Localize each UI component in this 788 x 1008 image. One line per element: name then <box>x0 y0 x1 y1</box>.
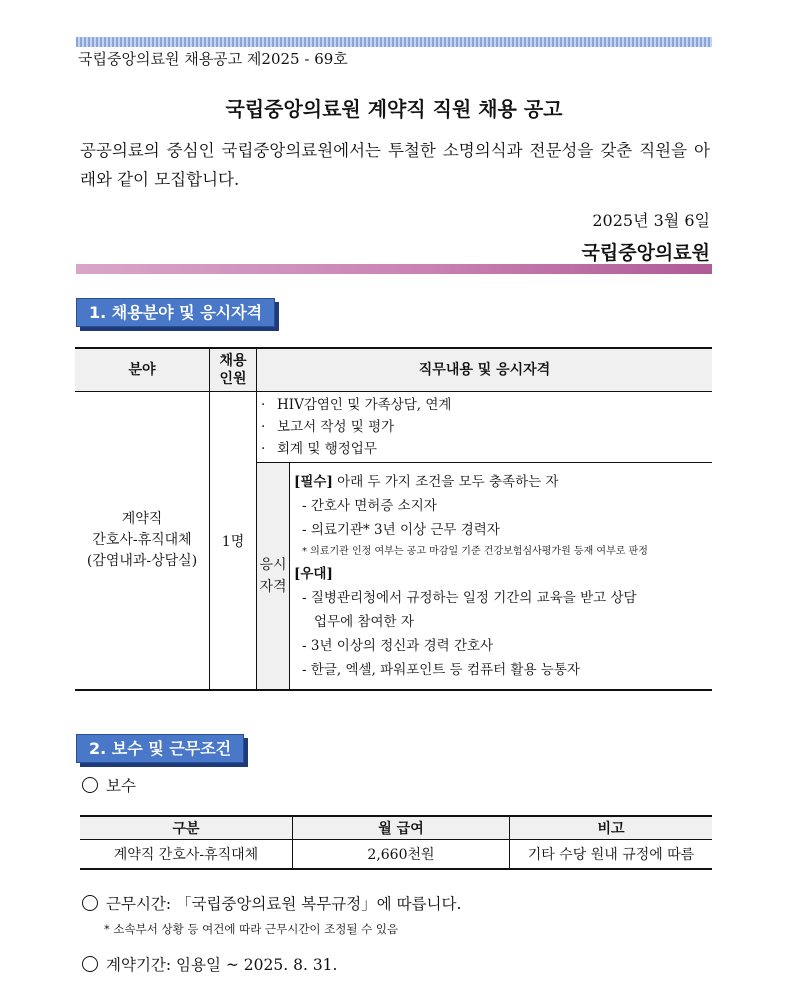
pink-divider-bar <box>76 264 712 274</box>
recruitment-table <box>75 347 712 691</box>
required-item-1: - 간호사 면허증 소지자 <box>302 498 437 514</box>
pay-col-type-header: 구분 <box>80 816 293 840</box>
required-tag: [필수] <box>294 474 333 490</box>
pay-remark-cell: 기타 수당 원내 규정에 따름 <box>510 840 713 870</box>
intro-paragraph: 공공의료의 중심인 국립중앙의료원에서는 투철한 소명의식과 전문성을 갖춘 직원을 아래와 같이 모집합니다. <box>80 141 710 189</box>
field-cell <box>75 392 210 691</box>
period-line <box>82 953 337 975</box>
col-duties-header: 직무내용 및 응시자격 <box>257 348 713 392</box>
table-row <box>80 840 712 870</box>
section1-heading: 1. 채용분야 및 응시자격 <box>76 298 275 327</box>
required-text: 아래 두 가지 조건을 모두 충족하는 자 <box>332 474 559 490</box>
organization-name: 국립중앙의료원 <box>581 242 710 264</box>
preferred-item-1b: 업무에 참여한 자 <box>314 614 414 630</box>
list-item <box>261 394 708 416</box>
preferred-item-1a: - 질병관리청에서 규정하는 일정 기간의 교육을 받고 상담 <box>302 590 637 606</box>
period-text: 계약기간: 임용일 ~ 2025. 8. 31. <box>106 956 338 974</box>
hours-line <box>82 892 461 914</box>
field-line2: 간호사-휴직대체 <box>92 532 192 548</box>
pay-table <box>80 815 712 870</box>
circle-bullet-icon <box>82 895 98 911</box>
field-line1: 계약직 <box>121 511 163 527</box>
page-title: 국립중앙의료원 계약직 직원 채용 공고 <box>225 97 563 121</box>
notice-number: 국립중앙의료원 채용공고 제2025 - 69호 <box>78 50 348 68</box>
duty-text: 보고서 작성 및 평가 <box>277 419 395 435</box>
col-field-header: 분야 <box>75 348 210 392</box>
duty-text: 회계 및 행정업무 <box>277 441 377 457</box>
section2-heading: 2. 보수 및 근무조건 <box>76 734 244 763</box>
preferred-item-3: - 한글, 엑셀, 파워포인트 등 컴퓨터 활용 능통자 <box>302 662 580 678</box>
preferred-tag: [우대] <box>294 566 333 582</box>
pay-col-monthly-header: 월 급여 <box>293 816 510 840</box>
duties-cell <box>257 392 713 463</box>
col-count-header-line2: 인원 <box>219 371 247 387</box>
qual-label-line2: 자격 <box>259 579 287 595</box>
list-item <box>261 416 708 438</box>
qualification-cell <box>290 463 713 691</box>
qual-label-line1: 응시 <box>259 557 287 573</box>
required-note: * 의료기관 인정 여부는 공고 마감일 기준 건강보험심사평가원 등재 여부로 판정 <box>302 546 648 557</box>
count-cell: 1명 <box>210 392 257 691</box>
required-item-2: - 의료기관* 3년 이상 근무 경력자 <box>302 522 500 538</box>
table-header-row <box>80 816 712 840</box>
pay-label: 보수 <box>106 777 136 795</box>
required-line <box>294 470 708 494</box>
duty-bullet: · <box>261 441 266 457</box>
pay-label-line <box>82 774 136 796</box>
duty-text: HIV감염인 및 가족상담, 연계 <box>277 397 452 413</box>
pay-type-cell: 계약직 간호사-휴직대체 <box>80 840 293 870</box>
col-count-header <box>210 348 257 392</box>
circle-bullet-icon <box>82 777 98 793</box>
qualification-label <box>257 463 290 691</box>
preferred-item-2: - 3년 이상의 정신과 경력 간호사 <box>302 638 494 654</box>
duty-bullet: · <box>261 419 266 435</box>
pay-col-remark-header: 비고 <box>510 816 713 840</box>
notice-date: 2025년 3월 6일 <box>592 211 710 230</box>
circle-bullet-icon <box>82 956 98 972</box>
table-row <box>75 392 712 463</box>
col-count-header-line1: 채용 <box>219 353 247 369</box>
pay-monthly-cell: 2,660천원 <box>293 840 510 870</box>
hours-text: 근무시간: 「국립중앙의료원 복무규정」에 따릅니다. <box>106 895 462 913</box>
top-decorative-bar <box>76 37 712 47</box>
hours-note: * 소속부서 상황 등 여건에 따라 근무시간이 조정될 수 있음 <box>104 922 399 936</box>
field-line3: (감염내과-상담실) <box>86 553 198 569</box>
list-item <box>261 438 708 460</box>
table-header-row <box>75 348 712 392</box>
duty-bullet: · <box>261 397 266 413</box>
